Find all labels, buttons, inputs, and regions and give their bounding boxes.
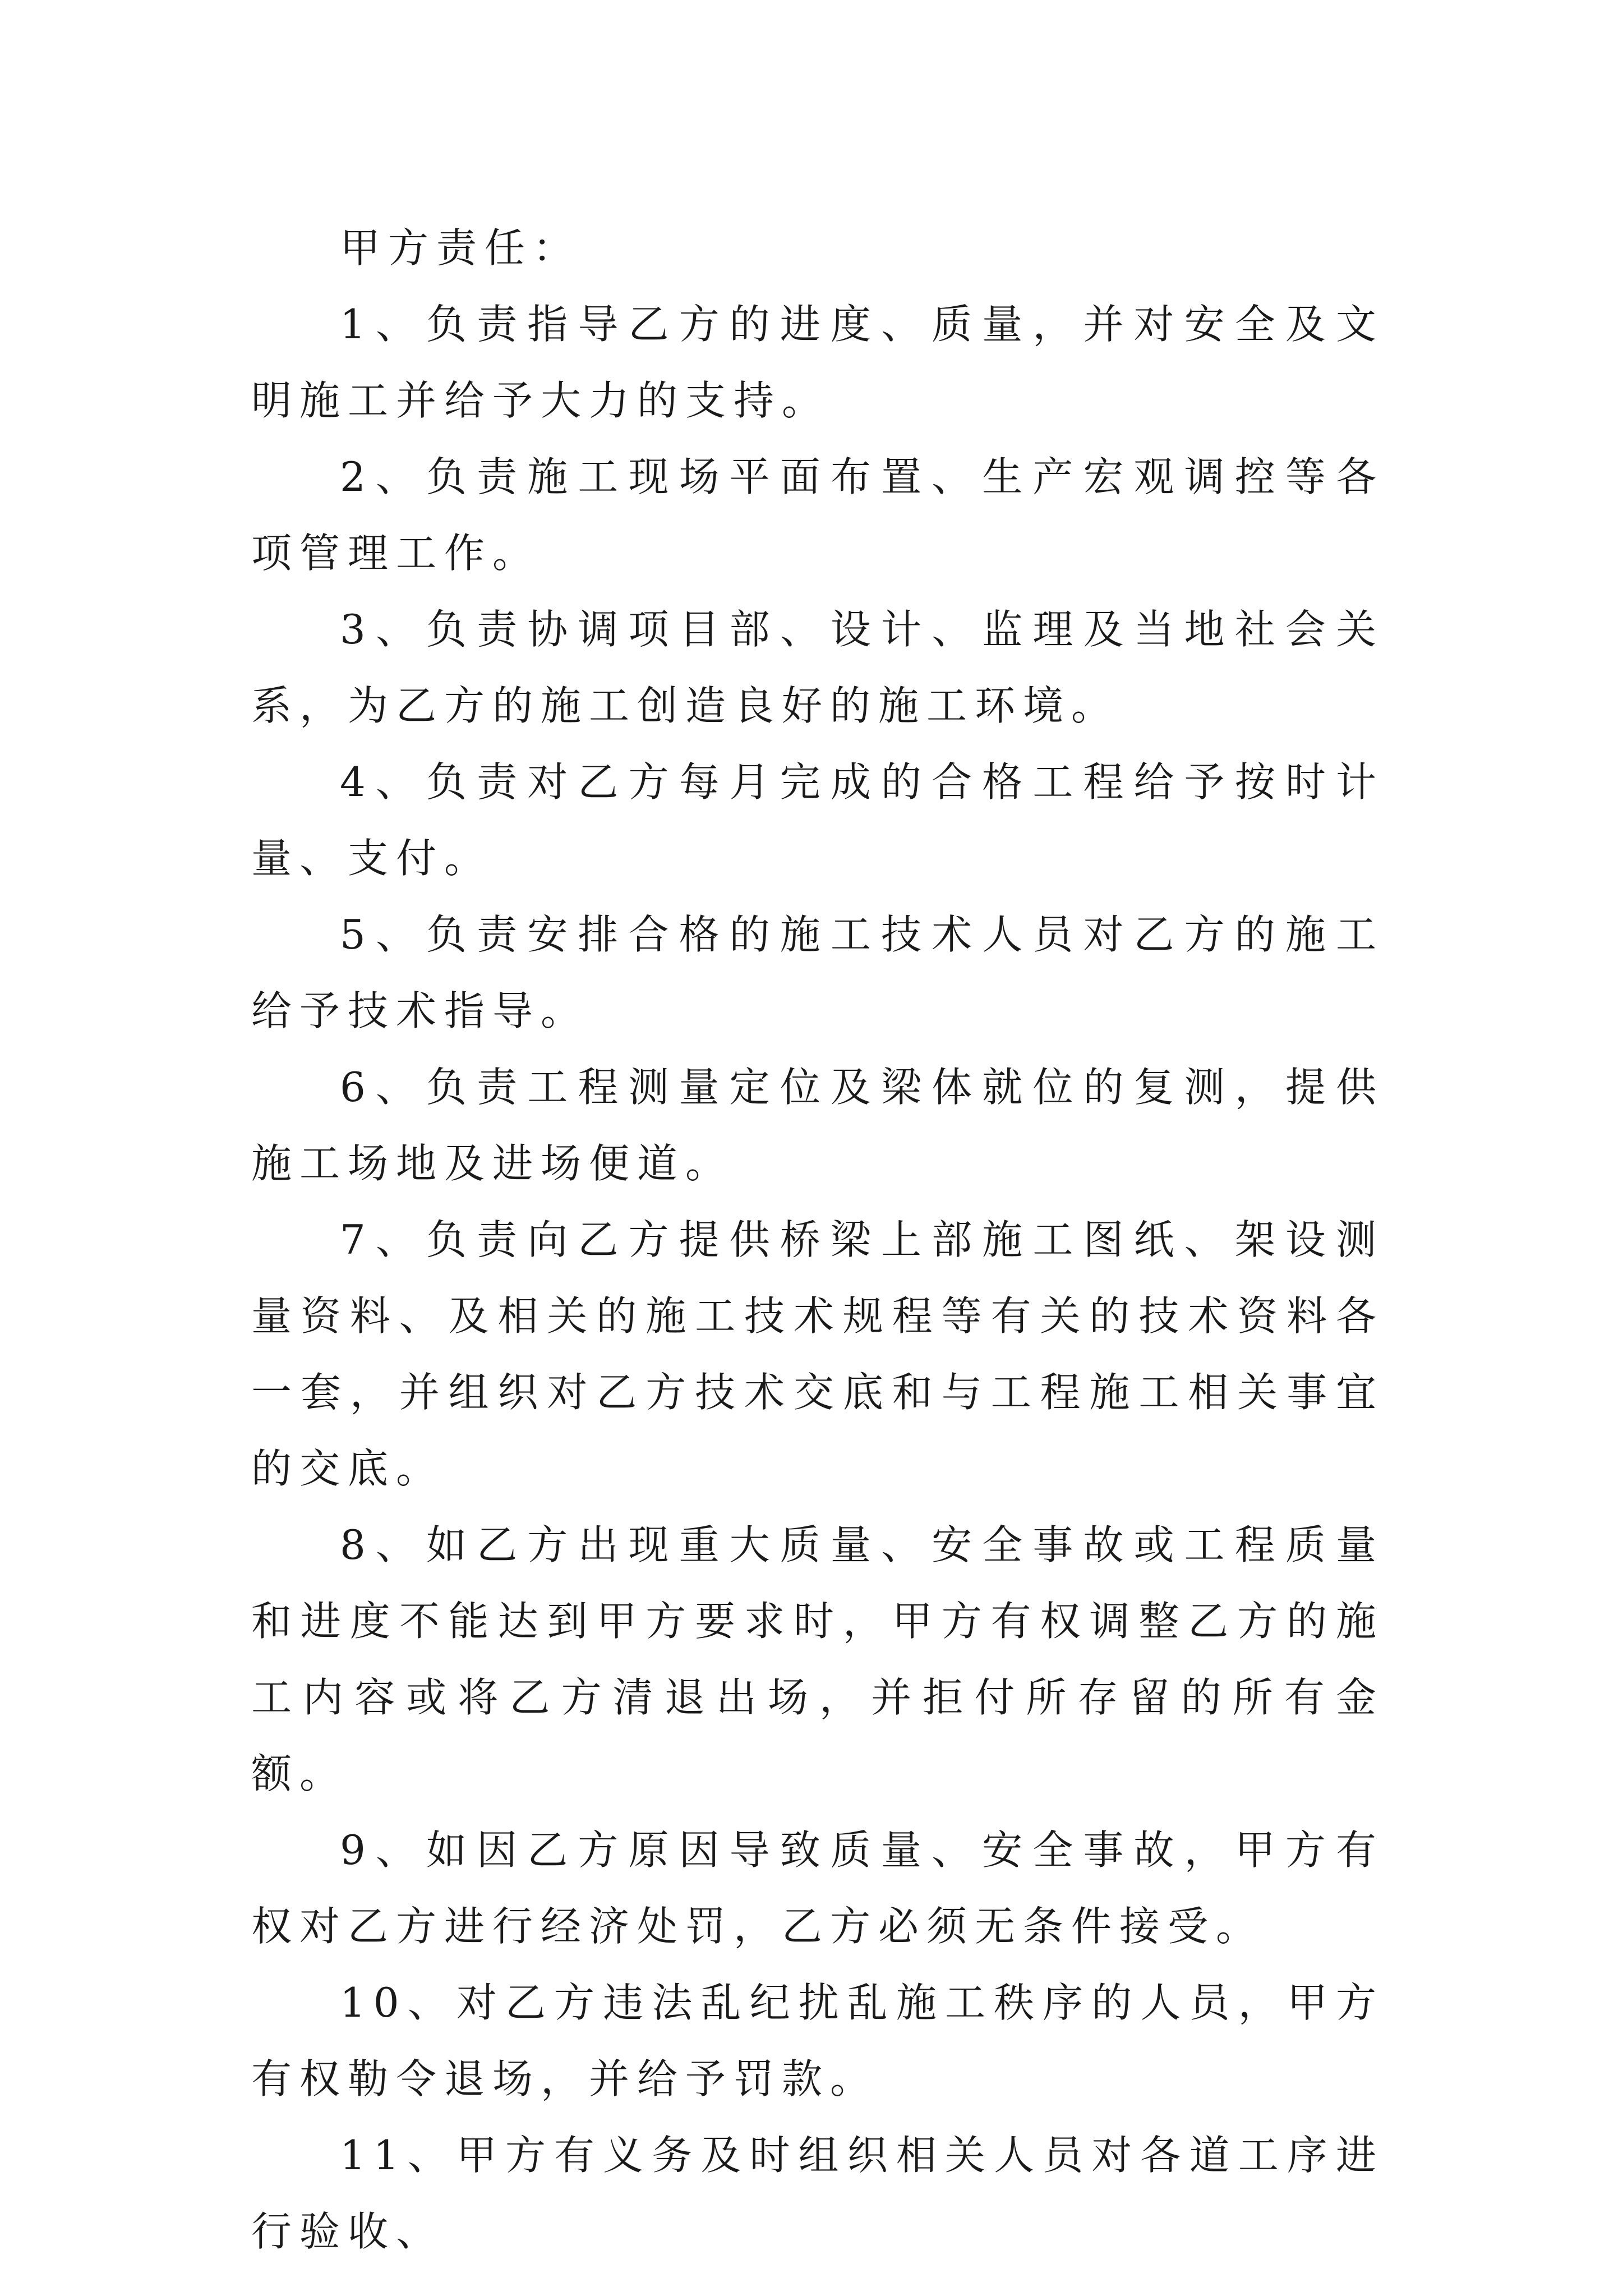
section-heading: 甲方责任： [340,224,582,272]
clause-8: 8、如乙方出现重大质量、安全事故或工程质量和进度不能达到甲方要求时，甲方有权调整乙方的施工内容或将乙方清退出场，并拒付所存留的所有金额。 [251,1521,1384,1797]
clause-1: 1、负责指导乙方的进度、质量，并对安全及文明施工并给予大力的支持。 [251,301,1384,424]
clause-11: 11、甲方有义务及时组织相关人员对各道工序进行验收、 [251,2132,1384,2255]
clause-3: 3、负责协调项目部、设计、监理及当地社会关系，为乙方的施工创造良好的施工环境。 [251,606,1384,729]
clause-2: 2、负责施工现场平面布置、生产宏观调控等各项管理工作。 [251,453,1384,577]
document-body [251,210,1384,2270]
clause-6: 6、负责工程测量定位及梁体就位的复测，提供施工场地及进场便道。 [251,1064,1384,1187]
clause-7: 7、负责向乙方提供桥梁上部施工图纸、架设测量资料、及相关的施工技术规程等有关的技术资料各一套，并组织对乙方技术交底和与工程施工相关事宜的交底。 [251,1216,1384,1492]
clause-4: 4、负责对乙方每月完成的合格工程给予按时计量、支付。 [251,758,1384,882]
clause-10: 10、对乙方违法乱纪扰乱施工秩序的人员，甲方有权勒令退场，并给予罚款。 [251,1979,1384,2102]
clause-5: 5、负责安排合格的施工技术人员对乙方的施工给予技术指导。 [251,911,1384,1034]
clause-9: 9、如因乙方原因导致质量、安全事故，甲方有权对乙方进行经济处罚，乙方必须无条件接受。 [251,1826,1384,1950]
